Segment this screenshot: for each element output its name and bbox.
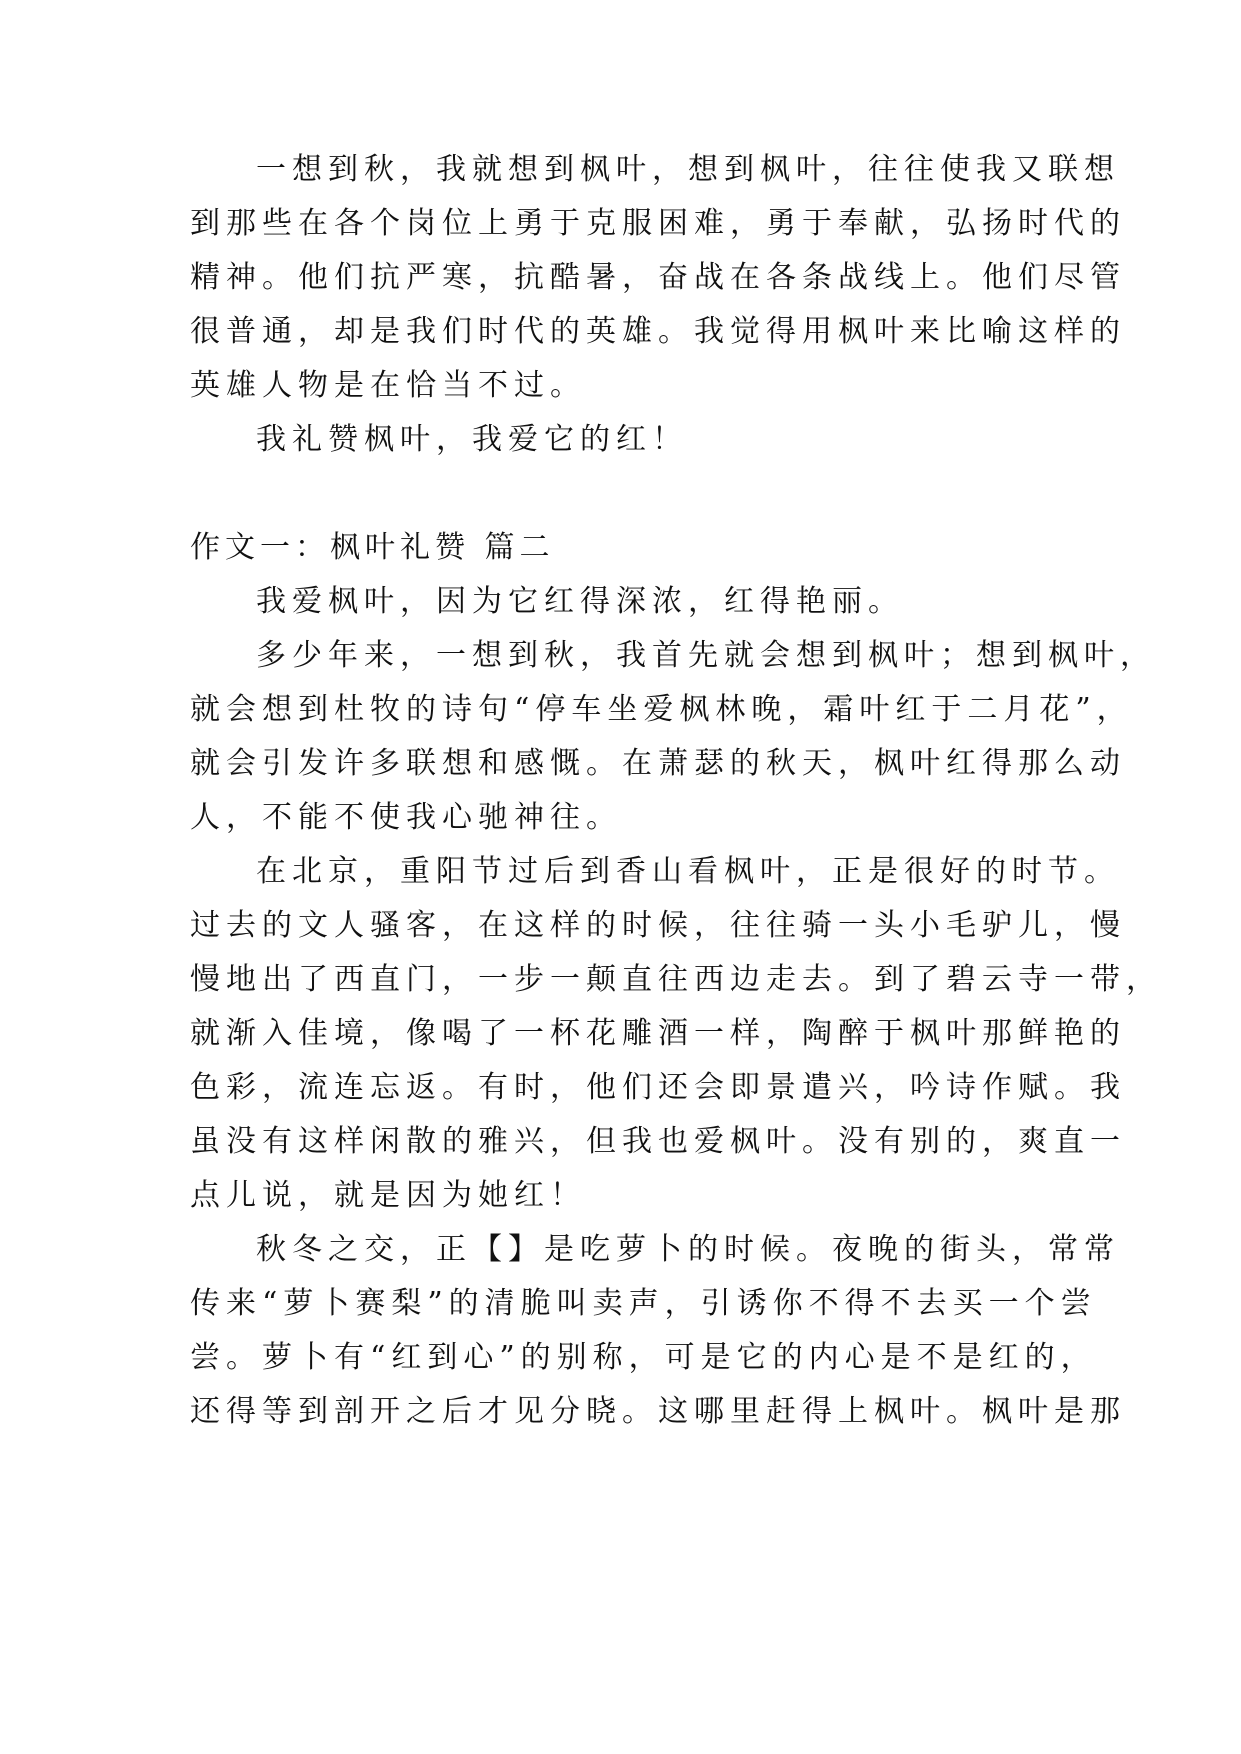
text-line: 虽没有这样闲散的雅兴，但我也爱枫叶。没有别的，爽直一 — [190, 1124, 1126, 1159]
text-line: 精神。他们抗严寒，抗酷暑，奋战在各条战线上。他们尽管 — [190, 260, 1126, 295]
text-line: 一想到秋，我就想到枫叶，想到枫叶，往往使我又联想 — [256, 152, 1120, 187]
text-line: 色彩，流连忘返。有时，他们还会即景遣兴，吟诗作赋。我 — [190, 1070, 1126, 1105]
text-line: 就会引发许多联想和感慨。在萧瑟的秋天，枫叶红得那么动 — [190, 746, 1126, 781]
text-line: 点儿说，就是因为她红！ — [190, 1178, 586, 1213]
text-line: 就渐入佳境，像喝了一杯花雕酒一样，陶醉于枫叶那鲜艳的 — [190, 1016, 1126, 1051]
text-line: 很普通，却是我们时代的英雄。我觉得用枫叶来比喻这样的 — [190, 314, 1126, 349]
text-line: 我爱枫叶，因为它红得深浓，红得艳丽。 — [256, 584, 904, 619]
section-heading: 作文一：枫叶礼赞 篇二 — [190, 530, 555, 565]
text-line: 尝。萝卜有“红到心”的别称，可是它的内心是不是红的， — [190, 1340, 1097, 1375]
text-line: 多少年来，一想到秋，我首先就会想到枫叶；想到枫叶， — [256, 638, 1156, 673]
text-line: 到那些在各个岗位上勇于克服困难，勇于奉献，弘扬时代的 — [190, 206, 1126, 241]
text-line: 慢地出了西直门，一步一颠直往西边走去。到了碧云寺一带， — [190, 962, 1162, 997]
text-line: 在北京，重阳节过后到香山看枫叶，正是很好的时节。 — [256, 854, 1120, 889]
text-line: 人，不能不使我心驰神往。 — [190, 800, 622, 835]
text-line: 传来“萝卜赛梨”的清脆叫卖声，引诱你不得不去买一个尝 — [190, 1286, 1097, 1321]
text-line: 秋冬之交，正【】是吃萝卜的时候。夜晚的街头，常常 — [256, 1232, 1120, 1267]
text-line: 就会想到杜牧的诗句“停车坐爱枫林晚，霜叶红于二月花”， — [190, 692, 1133, 727]
text-line: 过去的文人骚客，在这样的时候，往往骑一头小毛驴儿，慢 — [190, 908, 1126, 943]
text-line: 还得等到剖开之后才见分晓。这哪里赶得上枫叶。枫叶是那 — [190, 1394, 1126, 1429]
text-line: 英雄人物是在恰当不过。 — [190, 368, 586, 403]
text-line: 我礼赞枫叶，我爱它的红！ — [256, 422, 688, 457]
